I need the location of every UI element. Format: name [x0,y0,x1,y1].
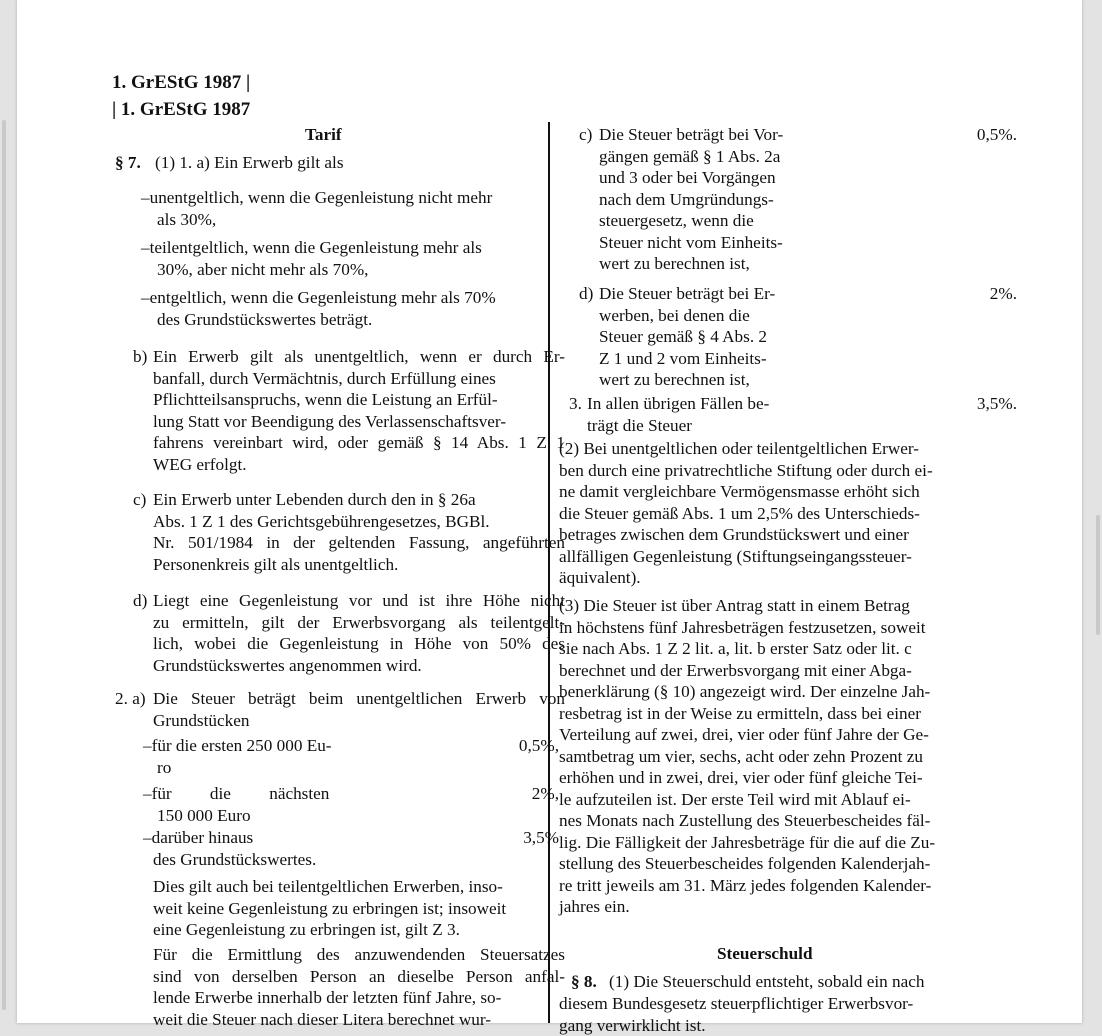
tax-rate-value: 3,5% [523,828,559,847]
paragraph-line: allfälligen Gegenleistung (Stiftungseingangssteuer- [559,546,912,566]
item-label-d: d) [579,284,594,303]
paragraph-line: fahrens vereinbart wird, oder gemäß § 14 Abs. 1 Z 1 [153,433,565,452]
item-label-c: c) [579,125,593,144]
header-line-2: | 1. GrEStG 1987 [112,99,251,120]
paragraph-line: sind von derselben Person an dieselbe Person anfal- [153,966,565,986]
list-item-line: als 30%, [157,210,217,229]
section-heading-steuerschuld: Steuerschuld [717,944,813,963]
paragraph-line: Abs. 1 Z 1 des Gerichtsgebührengesetzes, BGBl. [153,511,490,531]
section-number-7: § 7. [115,153,141,172]
paragraph-line: (2) Bei unentgeltlichen oder teilentgeltlichen Erwer- [559,439,919,458]
header-line-1: 1. GrEStG 1987 | [112,72,251,93]
item-label-d: d) [133,591,148,610]
paragraph-line: Die Steuer beträgt bei Vor- [599,125,784,144]
paragraph-line: re tritt jeweils am 31. März jedes folgenden Kalender- [559,875,932,895]
item-label-c: c) [133,490,147,509]
rate-item-line: –für die ersten 250 000 Eu- [143,736,332,755]
paragraph-line: lende Erwerbe innerhalb der letzten fünf Jahre, so- [153,988,502,1007]
paragraph-line: Personenkreis gilt als unentgeltlich. [153,554,399,574]
rate-item-line: des Grundstückswertes. [153,850,317,869]
paragraph-line: Grundstückswertes angenommen wird. [153,655,422,675]
list-item-line: des Grundstückswertes beträgt. [157,310,373,329]
item-label-p3: 3. [569,394,582,413]
paragraph-line: weit keine Gegenleistung zu erbringen ist; insoweit [153,898,507,918]
paragraph-line: Für die Ermittlung des anzuwendenden Steuersatzes [153,945,565,964]
paragraph-line: Z 1 und 2 vom Einheits- [599,348,767,368]
paragraph-7-1-intro: (1) 1. a) Ein Erwerb gilt als [155,153,344,172]
paragraph-line: jahres ein. [559,897,630,916]
tax-rate-value: 3,5%. [976,394,1017,413]
paragraph-line: lung Statt vor Beendigung des Verlassenschaftsver- [153,411,507,431]
paragraph-line: lig. Die Fälligkeit der Jahresbeträge für die auf die Zu- [559,832,936,852]
paragraph-line: zu ermitteln, gilt der Erwerbsvorgang als teilentgelt- [153,612,565,632]
paragraph-line: banfall, durch Vermächtnis, durch Erfüllung eines [153,368,496,388]
paragraph-line: lich, wobei die Gegenleistung in Höhe von 50% des [153,634,565,653]
paragraph-line: benerklärung (§ 10) angezeigt wird. Der einzelne Jah- [559,682,931,701]
paragraph-line: wert zu berechnen ist, [599,254,750,273]
paragraph-line: gängen gemäß § 1 Abs. 2a [599,146,781,166]
tax-rate-value: 0,5%, [518,736,559,755]
paragraph-line: nach dem Umgründungs- [599,189,774,209]
list-item-line: 30%, aber nicht mehr als 70%, [157,260,369,279]
paragraph-line: Grundstücken [153,711,250,730]
paragraph-line: Steuer nicht vom Einheits- [599,232,783,252]
paragraph-line: sie nach Abs. 1 Z 2 lit. a, lit. b erster Satz oder lit. c [559,639,912,658]
paragraph-line: Nr. 501/1984 in der geltenden Fassung, angeführten [153,533,565,552]
paragraph-line: steuergesetz, wenn die [599,211,754,230]
paragraph-line: trägt die Steuer [587,415,692,435]
paragraph-line: äquivalent). [559,568,641,587]
paragraph-line: samtbetrag um vier, sechs, acht oder zehn Prozent zu [559,746,923,766]
paragraph-line: Die Steuer beträgt bei Er- [599,284,776,303]
paragraph-line: Liegt eine Gegenleistung vor und ist ihre Höhe nicht [153,591,565,610]
rate-item-line: –darüber hinaus [143,828,254,847]
rate-item-line: 150 000 Euro [157,806,251,825]
tax-rate-value: 2%, [531,784,559,803]
paragraph-line: werben, bei denen die [599,305,750,325]
paragraph-line: diesem Bundesgesetz steuerpflichtiger Erwerbsvor- [559,994,914,1013]
paragraph-line: Steuer gemäß § 4 Abs. 2 [599,327,768,346]
paragraph-line: WEG erfolgt. [153,454,247,474]
paragraph-line: wert zu berechnen ist, [599,370,750,389]
paragraph-line: betrages zwischen dem Grundstückswert und einer [559,525,909,544]
paragraph-line: stellung des Steuerbescheides folgenden Kalenderjah- [559,854,931,873]
paragraph-line: In allen übrigen Fällen be- [587,394,770,413]
rate-item-line: –für die nächsten [143,784,330,803]
paragraph-line: resbetrag ist in der Weise zu ermitteln, dass bei einer [559,703,921,723]
scrollbar-thumb[interactable] [1096,515,1100,635]
paragraph-line: Dies gilt auch bei teilentgeltlichen Erwerben, inso- [153,877,503,896]
paragraph-line: berechnet und der Erwerbsvorgang mit einer Abga- [559,660,912,680]
tax-rate-value: 2%. [989,284,1017,303]
paragraph-line: die Steuer gemäß Abs. 1 um 2,5% des Unterschieds- [559,503,920,523]
list-item-line: –entgeltlich, wenn die Gegenleistung mehr als 70% [141,288,496,307]
paragraph-line: eine Gegenleistung zu erbringen ist, gilt Z 3. [153,920,460,939]
paragraph-line: weit die Steuer nach dieser Litera berechnet wur- [153,1009,491,1029]
paragraph-line: nes Monats nach Zustellung des Steuerbescheides fäl- [559,811,931,830]
paragraph-line: ne damit vergleichbare Vermögensmasse erhöht sich [559,482,920,501]
paragraph-line: Ein Erwerb gilt als unentgeltlich, wenn er durch Er- [153,347,565,366]
item-label-2a: 2. a) [115,689,146,708]
list-item-line: –unentgeltlich, wenn die Gegenleistung nicht mehr [141,188,493,207]
paragraph-line: Pflichtteilsanspruchs, wenn die Leistung an Erfül- [153,390,498,409]
paragraph-line: le aufzuteilen ist. Der erste Teil wird mit Ablauf ei- [559,789,911,809]
document-page [17,0,1082,1035]
tax-rate-value: 0,5%. [976,125,1017,144]
paragraph-line: in höchstens fünf Jahresbeträgen festzusetzen, soweit [559,617,926,637]
paragraph-line: gang verwirklicht ist. [559,1016,706,1035]
list-item-line: –teilentgeltlich, wenn die Gegenleistung mehr als [141,238,482,257]
paragraph-line: erhöhen und in zwei, drei, vier oder fünf gleiche Tei- [559,768,923,787]
item-label-b: b) [133,347,148,366]
paragraph-line: Verteilung auf zwei, drei, vier oder fünf Jahre der Ge- [559,725,929,744]
column-divider [548,122,550,1023]
section-number-8: § 8. [571,972,597,991]
paragraph-line: ben durch eine privatrechtliche Stiftung oder durch ei- [559,460,933,480]
left-scroll-edge [2,120,6,1010]
paragraph-line: (3) Die Steuer ist über Antrag statt in einem Betrag [559,596,910,615]
paragraph-line: und 3 oder bei Vorgängen [599,168,776,187]
rate-item-line: ro [157,758,172,777]
section-heading-tarif: Tarif [305,125,342,144]
paragraph-line: Ein Erwerb unter Lebenden durch den in § 26a [153,490,476,509]
paragraph-line: Die Steuer beträgt beim unentgeltlichen Erwerb von [153,689,565,708]
paragraph-line: (1) Die Steuerschuld entsteht, sobald ein nach [609,972,925,991]
